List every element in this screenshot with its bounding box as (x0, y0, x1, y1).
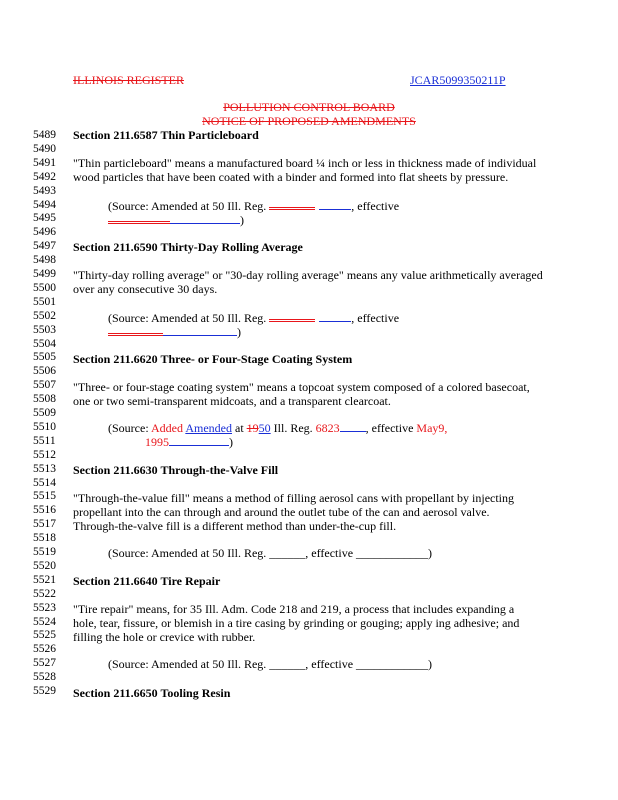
line-number: 5528 (33, 671, 56, 684)
section-heading: Section 211.6650 Tooling Resin (73, 686, 231, 700)
line-number: 5516 (33, 504, 56, 517)
line-number: 5525 (33, 629, 56, 642)
line-number: 5515 (33, 490, 56, 503)
line-number: 5502 (33, 309, 56, 322)
line-number: 5510 (33, 420, 56, 433)
section-heading: Section 211.6640 Tire Repair (73, 574, 221, 588)
source-note: (Source: Amended at 50 Ill. Reg. ______, effective ____________) (108, 546, 433, 560)
source-note: (Source: Amended at 50 Ill. Reg. , effective (108, 311, 400, 325)
jcar-code: JCAR5099350211P (410, 73, 506, 87)
line-number: 5514 (33, 476, 56, 489)
line-number: 5508 (33, 393, 56, 406)
definition-text: one or two semi-transparent midcoats, and a transparent clearcoat. (73, 394, 391, 408)
line-number: 5512 (33, 448, 56, 461)
line-number: 5496 (33, 226, 56, 239)
line-number: 5505 (33, 351, 56, 364)
source-note: (Source: Added Amended at 1950 Ill. Reg. 6823 , effective May9, (108, 421, 448, 435)
definition-text: wood particles that have been coated with a binder and formed into flat sheets by pressure. (73, 170, 509, 184)
source-note-cont: ) (108, 324, 241, 339)
line-number: 5513 (33, 462, 56, 475)
definition-text: propellant into the can through and around the outlet tube of the can and aerosol valve. (73, 505, 490, 519)
definition-text: "Tire repair" means, for 35 Ill. Adm. Code 218 and 219, a process that includes expanding a (73, 602, 515, 616)
line-number: 5507 (33, 379, 56, 392)
line-number: 5490 (33, 142, 56, 155)
definition-text: hole, tear, fissure, or blemish in a tire casing by grinding or gouging; apply ing adhesive; and (73, 616, 520, 630)
definition-text: "Thin particleboard" means a manufactured board ¼ inch or less in thickness made of individual (73, 156, 537, 170)
line-number: 5504 (33, 337, 56, 350)
line-number: 5493 (33, 184, 56, 197)
line-number: 5492 (33, 170, 56, 183)
line-number: 5518 (33, 532, 56, 545)
line-number: 5503 (33, 323, 56, 336)
section-heading: Section 211.6620 Three- or Four-Stage Coating System (73, 352, 353, 366)
line-number: 5489 (33, 129, 56, 141)
agency-title: POLLUTION CONTROL BOARD (223, 100, 395, 114)
line-number: 5500 (33, 281, 56, 294)
line-number: 5494 (33, 198, 56, 211)
line-number: 5529 (33, 685, 56, 697)
line-number: 5511 (33, 434, 56, 447)
register-header: ILLINOIS REGISTER (73, 73, 184, 87)
source-note: (Source: Amended at 50 Ill. Reg. , effective (108, 199, 400, 213)
section-heading: Section 211.6587 Thin Particleboard (73, 128, 259, 142)
line-number: 5491 (33, 156, 56, 169)
line-number: 5497 (33, 240, 56, 253)
definition-text: "Three- or four-stage coating system" means a topcoat system composed of a colored basecoat, (73, 380, 530, 394)
line-number: 5519 (33, 546, 56, 558)
source-note-cont: 1995 ) (145, 435, 233, 449)
line-number: 5498 (33, 254, 56, 267)
line-number: 5517 (33, 518, 56, 531)
line-number: 5520 (33, 559, 56, 572)
definition-text: Through-the-valve fill is a different method than under-the-cup fill. (73, 519, 397, 533)
definition-text: filling the hole or crevice with rubber. (73, 630, 256, 644)
definition-text: "Through-the-value fill" means a method of filling aerosol cans with propellant by injecting (73, 491, 515, 505)
definition-text: over any consecutive 30 days. (73, 282, 218, 296)
line-number: 5499 (33, 268, 56, 280)
line-number: 5521 (33, 573, 56, 586)
section-heading: Section 211.6590 Thirty-Day Rolling Average (73, 240, 303, 254)
line-number: 5526 (33, 643, 56, 656)
section-heading: Section 211.6630 Through-the-Valve Fill (73, 463, 279, 477)
definition-text: "Thirty-day rolling average" or "30-day rolling average" means any value arithmetically averaged (73, 268, 543, 282)
line-number: 5523 (33, 601, 56, 614)
line-number: 5495 (33, 212, 56, 225)
source-note: (Source: Amended at 50 Ill. Reg. ______, effective ____________) (108, 657, 433, 671)
line-number: 5527 (33, 657, 56, 670)
source-note-cont: ) (108, 212, 244, 227)
line-number: 5506 (33, 365, 56, 378)
line-number: 5501 (33, 295, 56, 308)
notice-title: NOTICE OF PROPOSED AMENDMENTS (202, 114, 416, 128)
line-number: 5524 (33, 615, 56, 628)
line-number: 5509 (33, 407, 56, 419)
line-number: 5522 (33, 587, 56, 600)
